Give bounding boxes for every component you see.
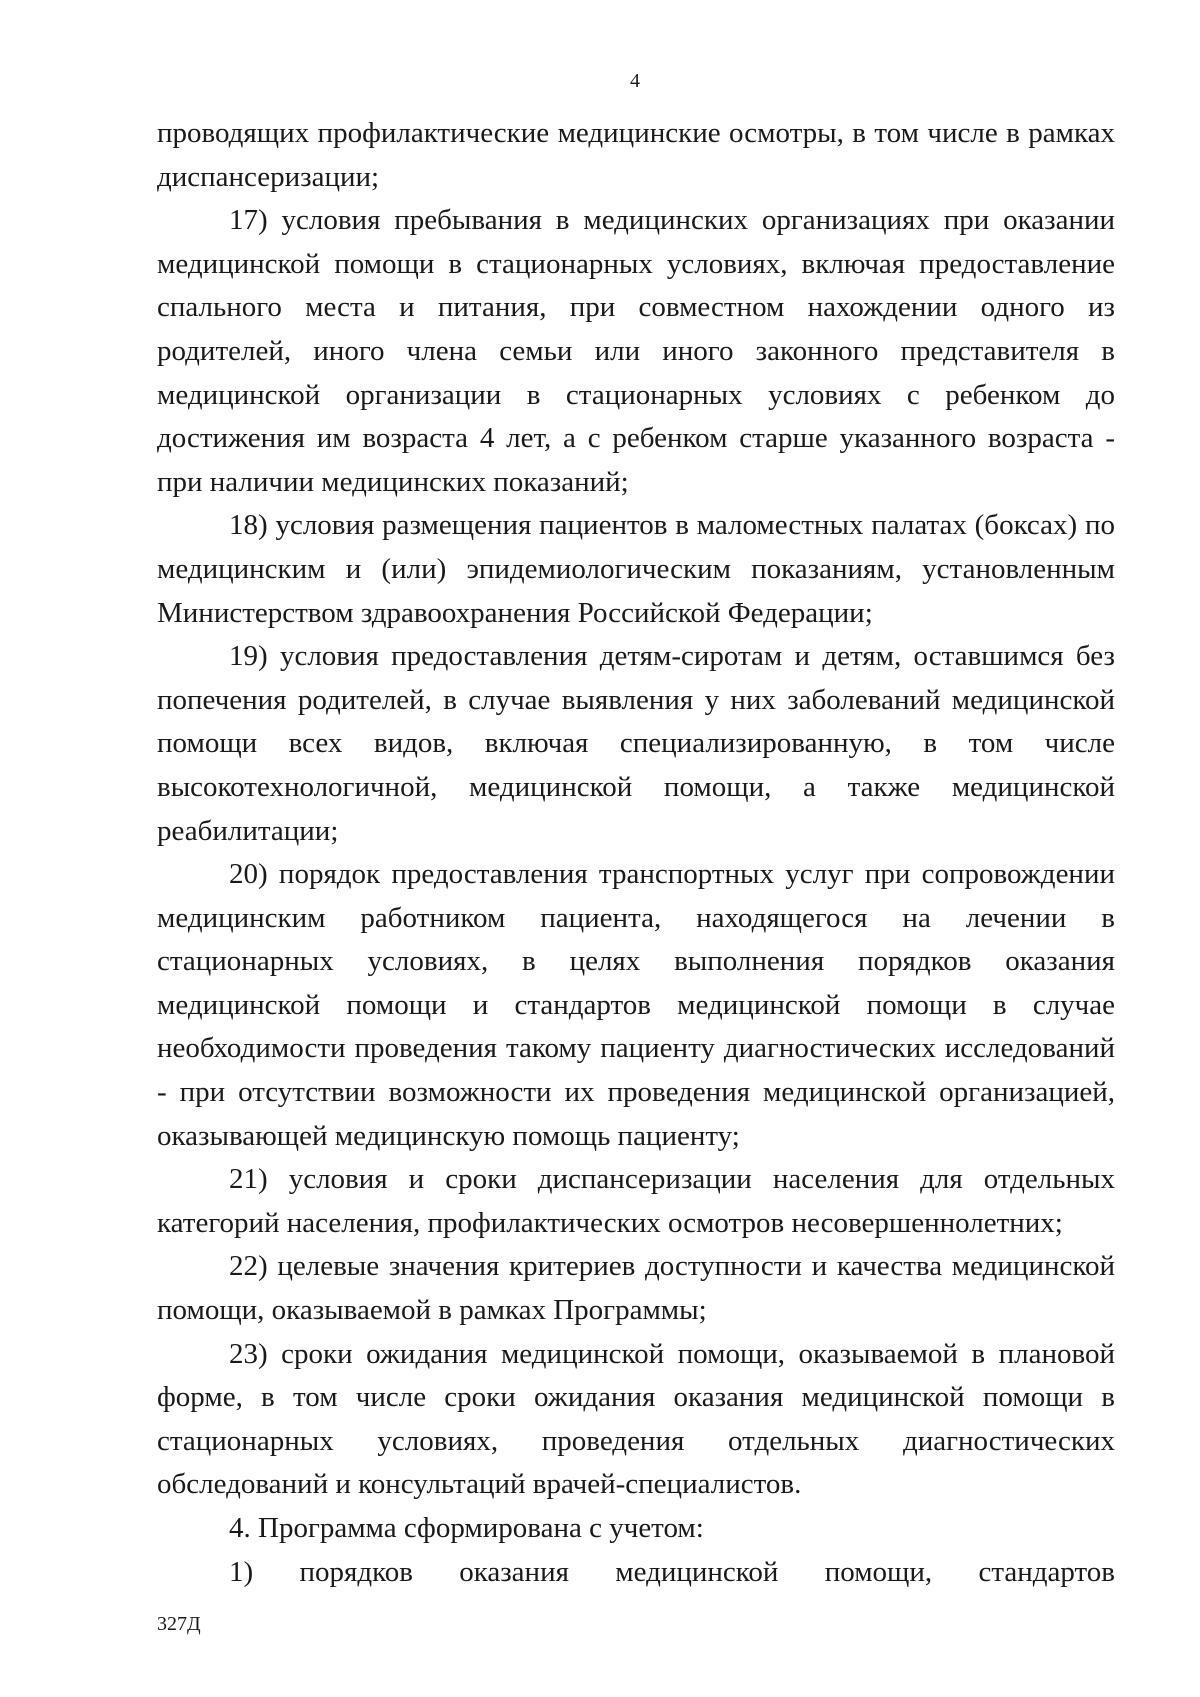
paragraph-item-18: 18) условия размещения пациентов в маломестных палатах (боксах) по медицинским и (или) эпидемиологическим показаниям, установленным Министерством здравоохранения Российской Федерации; (157, 509, 1115, 629)
paragraph-continuation: проводящих профилактические медицинские осмотры, в том числе в рамках диспансеризации; (157, 117, 1115, 193)
paragraph-item-17: 17) условия пребывания в медицинских организациях при оказании медицинской помощи в стационарных условиях, включая предоставление спального места и питания, при совместном нахождении одного из родителей, иного члена семьи или иного законного представителя в медицинской организации в стационарных условиях с ребенком до достижения им возраста 4 лет, а с ребенком старше указанного возраста - при наличии медицинских показаний; (157, 204, 1115, 498)
document-code: 327Д (157, 1613, 201, 1635)
paragraph-item-1: 1) порядков оказания медицинской помощи, стандартов (229, 1555, 1115, 1588)
paragraph-item-19: 19) условия предоставления детям-сиротам и детям, оставшимся без попечения родителей, в случае выявления у них заболеваний медицинской помощи всех видов, включая специализированную, в том числе высокотехнологичной, медицинской помощи, а также медицинской реабилитации; (157, 640, 1115, 847)
page-number: 4 (630, 70, 640, 92)
document-body (157, 112, 1115, 1594)
paragraph-item-23: 23) сроки ожидания медицинской помощи, оказываемой в плановой форме, в том числе сроки ожидания оказания медицинской помощи в стационарных условиях, проведения отдельных диагностических обследований и консультаций врачей-специалистов. (157, 1337, 1115, 1501)
paragraph-section-4: 4. Программа сформирована с учетом: (229, 1512, 704, 1544)
paragraph-item-22: 22) целевые значения критериев доступности и качества медицинской помощи, оказываемой в рамках Программы; (157, 1250, 1115, 1327)
paragraph-item-20: 20) порядок предоставления транспортных услуг при сопровождении медицинским работником пациента, находящегося на лечении в стационарных условиях, в целях выполнения порядков оказания медицинской помощи и стандартов медицинской помощи в случае необходимости проведения такому пациенту диагностических исследований - при отсутствии возможности их проведения медицинской организацией, оказывающей медицинскую помощь пациенту; (157, 858, 1115, 1152)
paragraph-item-21: 21) условия и сроки диспансеризации населения для отдельных категорий населения, профилактических осмотров несовершеннолетних; (157, 1163, 1115, 1239)
